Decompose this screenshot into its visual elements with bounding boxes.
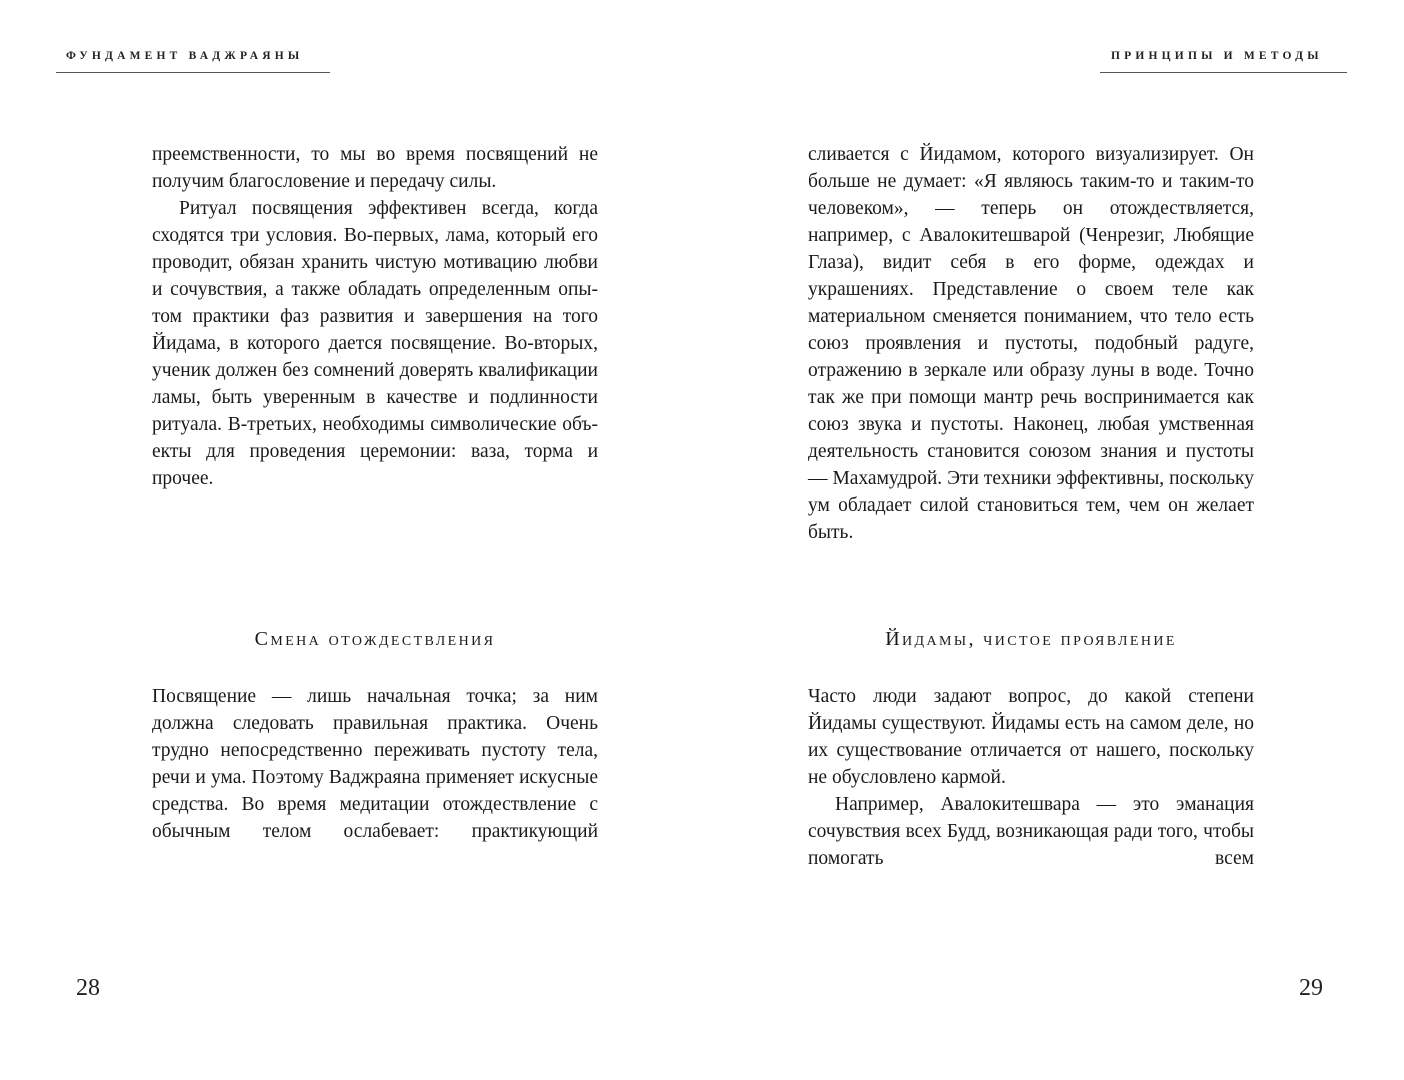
- body-text-top-left: [152, 141, 598, 492]
- body-text-top-right: [808, 141, 1254, 546]
- page-number-left: 28: [76, 975, 100, 1001]
- section-heading-left: Смена отождествления: [254, 628, 496, 650]
- paragraph: сливается с Йидамом, которого визуализирует. Он больше не думает: «Я являюсь таким-то и таким-то человеком», — теперь он отождествляется, например, с Авалокитешварой (Ченрезиг, Любящие Глаза), видит себя в его форме, одеждах и украшениях. Представление о своем теле как материальном сменяется пониманием, что тело есть союз проявления и пустоты, подобный радуге, отражению в зеркале или образу луны в воде. Точно так же при помощи мантр речь воспринимается как союз звука и пустоты. Наконец, любая умственная деятельность становится союзом знания и пустоты — Махамудрой. Эти техники эффективны, поскольку ум обладает силой становиться тем, чем он желает быть.: [808, 144, 1254, 543]
- paragraph: Часто люди задают вопрос, до какой степени Йидамы существуют. Йидамы есть на самом деле, но их существование отличается от нашего, поскольку не обусловлено кармой.: [808, 686, 1254, 788]
- body-text-bottom-right: [808, 683, 1254, 872]
- paragraph: Посвящение — лишь начальная точка; за ним должна следовать правильная практика. Очень трудно непосредственно переживать пустоту тела, речи и ума. Поэтому Ваджраяна применяет искусные средства. Во время медитации отождествление с обычным телом ослабевает: практикующий: [152, 686, 598, 842]
- paragraph: преемственности, то мы во время посвящений не получим благословение и передачу силы.: [152, 144, 598, 192]
- paragraph: Ритуал посвящения эффективен всегда, когда сходятся три условия. Во-первых, лама, который его проводит, обязан хранить чистую мотивацию любви и сочувствия, а также обладать определенным опытом практики фаз развития и завершения на того Йидама, в которого дается посвящение. Во-вторых, ученик должен без сомнений доверять квалификации ламы, быть уверенным в качестве и подлинности ритуала. В-третьих, необходимы символические объекты для проведения церемонии: ваза, торма и прочее.: [152, 198, 598, 489]
- running-head-right: ПРИНЦИПЫ И МЕТОДЫ: [1111, 50, 1323, 62]
- page-number-right: 29: [1299, 975, 1323, 1001]
- right-page: [702, 0, 1404, 1080]
- running-head-rule-left: [56, 72, 330, 73]
- running-head-rule-right: [1100, 72, 1347, 73]
- section-heading-right: Йидамы, чистое проявление: [885, 628, 1177, 650]
- paragraph: Например, Авалокитешвара — это эманация сочувствия всех Будд, возникающая ради того, чтобы помогать всем: [808, 794, 1254, 869]
- body-text-bottom-left: [152, 683, 598, 845]
- running-head-left: ФУНДАМЕНТ ВАДЖРАЯНЫ: [66, 50, 304, 62]
